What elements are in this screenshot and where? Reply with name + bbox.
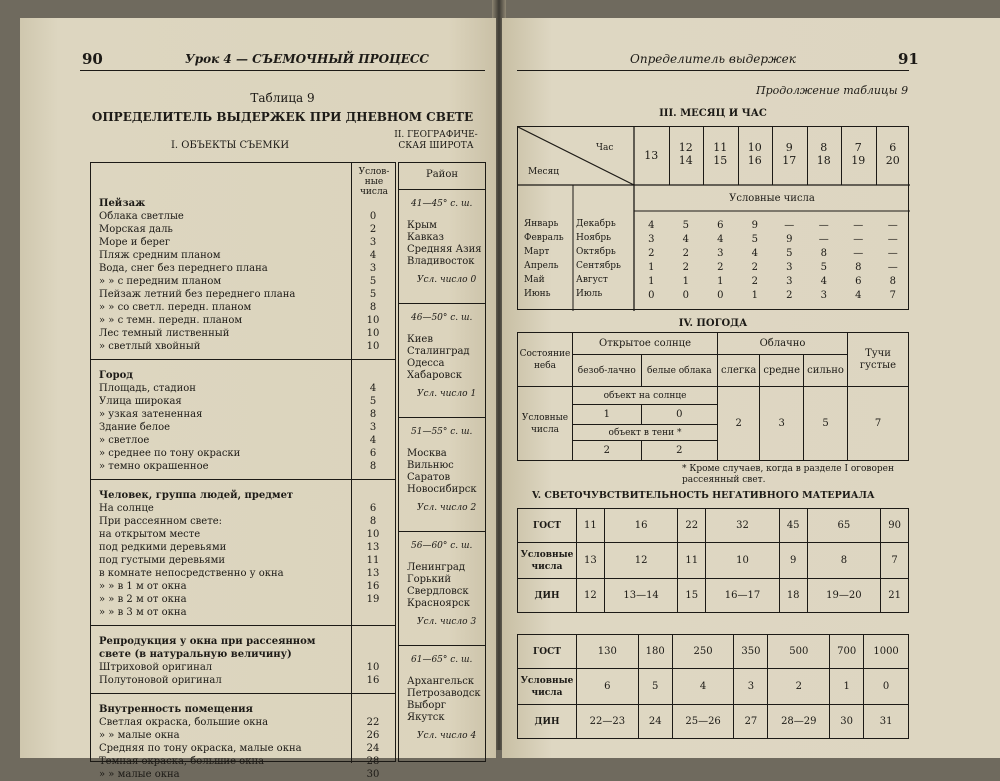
w-val-medium: 3 [760,387,804,461]
object-value: 13 [366,542,380,553]
object-value: 16 [366,675,380,686]
hour-value: 19 [851,154,866,167]
sens-row-label: ДИН [518,579,577,613]
sens-cell: 18 [779,579,807,613]
hour-cell [841,141,876,167]
object-value: 8 [369,516,377,527]
cond-label: Условные числа [729,193,815,204]
sens-row [518,635,909,669]
object-value: 8 [369,302,377,313]
month-value: — [887,220,898,231]
latitude-divider [399,417,485,418]
object-label: Облака светлые [99,211,184,222]
hour-cell [772,141,807,167]
hour-cell [634,149,669,162]
month-value: 9 [786,234,793,245]
month-label: Месяц [528,167,560,177]
month-value: — [853,248,864,259]
city: Сталинград [407,346,470,357]
month-value: 2 [682,248,689,259]
hour-value: 7 [854,141,862,154]
month-value: 9 [751,220,758,231]
month-value: 3 [786,262,793,273]
object-label: » » в 1 м от окна [99,581,187,592]
sens-cell: 30 [830,705,864,739]
object-label: в комнате непосредственно у окна [99,568,284,579]
city: Горький [407,574,452,585]
sens-cell: 21 [881,579,909,613]
month-value: 3 [717,248,724,259]
object-label: под редкими деревьями [99,542,227,553]
object-value: 13 [366,568,380,579]
object-value: 22 [366,717,380,728]
group-title: Человек, группа людей, предмет [99,490,294,501]
object-label: » светлое [99,435,150,446]
object-label: Вода, снег без переднего плана [99,263,268,274]
object-label: » » с передним планом [99,276,222,287]
month-value: 0 [717,290,724,301]
month-b: Сентябрь [576,261,621,271]
latitude-range: 41—45° с. ш. [411,199,473,209]
group-divider [91,693,395,694]
object-label: » » в 3 м от окна [99,607,187,618]
month-value: — [887,234,898,245]
city: Одесса [407,358,445,369]
sens-row-label: ГОСТ [518,509,577,543]
city: Ленинград [407,562,466,573]
month-value: 2 [751,276,758,287]
sens-cell: 180 [638,635,672,669]
latitude-number: Усл. число 0 [417,275,477,285]
month-value: 8 [889,276,896,287]
object-label: » » малые окна [99,769,180,780]
object-label: При рассеянном свете: [99,516,223,527]
city: Кавказ [407,232,444,243]
group-divider [91,625,395,626]
table-label: Таблица 9 [250,91,315,105]
right-page [502,18,1000,758]
object-label: Лес темный лиственный [99,328,230,339]
sens-cell: 2 [768,669,830,705]
month-value: 3 [820,290,827,301]
month-value: 1 [648,276,655,287]
hour-label: Час [596,143,614,153]
w-val-shade-1: 2 [573,441,642,461]
object-value: 10 [366,662,380,673]
sens-cell: 45 [779,509,807,543]
month-value: 1 [751,290,758,301]
cond-header: Услов-ные числа [358,167,390,197]
city: Свердловск [407,586,469,597]
month-b: Декабрь [576,219,616,229]
w-slight: слегка [718,355,760,387]
object-label: Площадь, стадион [99,383,196,394]
object-label: Морская даль [99,224,173,235]
sens-cell: 22 [678,509,706,543]
city: Саратов [407,472,451,483]
city: Красноярск [407,598,470,609]
object-value: 26 [366,730,380,741]
object-value: 30 [366,769,380,780]
object-label: » узкая затененная [99,409,203,420]
month-value: 5 [682,220,689,231]
month-value: 6 [717,220,724,231]
object-label: Улица широкая [99,396,182,407]
object-value: 5 [369,289,377,300]
object-value: 11 [366,555,380,566]
object-label: На солнце [99,503,154,514]
object-value: 6 [369,448,377,459]
object-label: Пейзаж летний без переднего плана [99,289,296,300]
group-divider [91,359,395,360]
hour-value: 20 [885,154,900,167]
hour-cell [703,141,738,167]
object-value: 3 [369,263,377,274]
month-b: Август [576,275,608,285]
sens-cell: 1000 [864,635,909,669]
month-value: 1 [682,276,689,287]
sens-row [518,579,909,613]
hour-value: 12 [678,141,693,154]
group-title: Внутренность помещения [99,704,253,715]
object-value: 24 [366,743,380,754]
left-header: Урок 4 — СЪЕМОЧНЫЙ ПРОЦЕСС [185,52,429,66]
hour-value: 11 [713,141,728,154]
w-obj-shade: объект в тени * [573,425,718,441]
sens-cell: 16—17 [706,579,780,613]
city: Якутск [407,712,445,723]
group-divider [91,479,395,480]
sens-cell: 65 [807,509,881,543]
sens-cell: 12 [604,543,678,579]
object-label: » » в 2 м от окна [99,594,187,605]
hour-value: 6 [889,141,897,154]
sens-cell: 350 [734,635,768,669]
hour-value: 16 [747,154,762,167]
w-strong: сильно [804,355,848,387]
object-label: Полутоновой оригинал [99,675,222,686]
sens-row [518,705,909,739]
object-label: под густыми деревьями [99,555,226,566]
city: Средняя Азия [407,244,482,255]
month-value: 7 [889,290,896,301]
sens-cell: 500 [768,635,830,669]
sens-cell: 19—20 [807,579,881,613]
city: Хабаровск [407,370,462,381]
w-val-strong: 5 [804,387,848,461]
w-val-thick: 7 [848,387,909,461]
weather-footnote: * Кроме случаев, когда в разделе I оговорен рассеянный свет. [682,464,894,485]
sens-cell: 7 [881,543,909,579]
month-value: 2 [648,248,655,259]
month-value: 4 [751,248,758,259]
page-number-right: 91 [898,50,919,68]
month-value: 4 [648,220,655,231]
city: Москва [407,448,447,459]
month-value: 0 [648,290,655,301]
object-label: Море и берег [99,237,171,248]
sens-cell: 31 [864,705,909,739]
sens-cell: 16 [604,509,678,543]
month-value: 8 [855,262,862,273]
sens-cell: 6 [577,669,639,705]
month-value: 4 [820,276,827,287]
month-value: 2 [717,262,724,273]
w-thick: Тучи густые [848,333,909,387]
sens-cell: 3 [734,669,768,705]
month-b: Октябрь [576,247,616,257]
object-value: 5 [369,396,377,407]
sens-cell: 28—29 [768,705,830,739]
object-label: » светлый хвойный [99,341,201,352]
sens-cell: 27 [734,705,768,739]
object-value: 2 [369,224,377,235]
section4-title: IV. ПОГОДА [678,318,748,329]
sens-cell: 24 [638,705,672,739]
object-value: 10 [366,529,380,540]
city: Архангельск [407,676,475,687]
city: Новосибирск [407,484,477,495]
table-title: ОПРЕДЕЛИТЕЛЬ ВЫДЕРЖЕК ПРИ ДНЕВНОМ СВЕТЕ [91,110,474,124]
hour-value: 18 [816,154,831,167]
object-label: Штриховой оригинал [99,662,213,673]
latitude-number: Усл. число 1 [417,389,477,399]
section5-title: V. СВЕТОЧУВСТВИТЕЛЬНОСТЬ НЕГАТИВНОГО МАТЕРИАЛА [532,490,875,501]
month-a: Июнь [524,289,551,299]
object-value: 10 [366,328,380,339]
month-value: 0 [682,290,689,301]
object-value: 19 [366,594,380,605]
sens-cell: 4 [672,669,734,705]
city: Владивосток [407,256,475,267]
region-header: Район [425,169,459,180]
w-medium: средне [760,355,804,387]
sens-cell: 90 [881,509,909,543]
object-value: 4 [369,250,377,261]
sensitivity-table-1 [517,508,909,613]
section3-title: III. МЕСЯЦ И ЧАС [659,108,767,119]
w-obj-sun: объект на солнце [573,387,718,405]
object-label: » темно окрашенное [99,461,209,472]
object-value: 8 [369,461,377,472]
object-label: » » со светл. передн. планом [99,302,252,313]
sens-cell: 700 [830,635,864,669]
city: Крым [407,220,437,231]
group-title: Репродукция у окна при рассеянном свете (в натуральную величину) [99,636,316,660]
sens-cell: 130 [577,635,639,669]
section2-title: II. ГЕОГРАФИЧЕ-СКАЯ ШИРОТА [394,130,478,151]
latitude-divider [399,645,485,646]
w-state: Состояние неба [518,333,573,387]
month-value: 5 [820,262,827,273]
month-a: Февраль [524,233,564,243]
month-value: 3 [648,234,655,245]
month-value: — [887,262,898,273]
sens-cell: 12 [577,579,605,613]
sens-row-label: Условные числа [518,669,577,705]
latitude-table [398,162,486,762]
right-header: Определитель выдержек [630,52,796,66]
latitude-range: 46—50° с. ш. [411,313,473,323]
object-value: 3 [369,422,377,433]
month-value: — [853,234,864,245]
city: Киев [407,334,433,345]
city: Вильнюс [407,460,454,471]
hour-value: 10 [747,141,762,154]
sens-cell: 9 [779,543,807,579]
weather-table [517,332,909,461]
sens-cell: 13—14 [604,579,678,613]
object-label: Темная окраска, большие окна [99,756,265,767]
object-label: » » малые окна [99,730,180,741]
latitude-range: 51—55° с. ш. [411,427,473,437]
w-open-sun: Открытое солнце [573,333,718,355]
sens-cell: 250 [672,635,734,669]
hour-cell [738,141,773,167]
sens-row-label: ДИН [518,705,577,739]
hour-value: 9 [785,141,793,154]
month-value: 4 [682,234,689,245]
month-value: — [818,234,829,245]
w-val-sun-1: 1 [573,405,642,425]
object-value: 10 [366,315,380,326]
object-value: 5 [369,276,377,287]
month-a: Апрель [524,261,559,271]
month-value: — [818,220,829,231]
hour-value: 17 [782,154,797,167]
sens-row [518,669,909,705]
latitude-divider [399,189,485,190]
sens-cell: 15 [678,579,706,613]
month-b: Ноябрь [576,233,612,243]
month-value: 1 [717,276,724,287]
object-value: 0 [369,211,377,222]
month-value: — [853,220,864,231]
object-value: 3 [369,237,377,248]
sensitivity-table-2 [517,634,909,739]
sens-cell: 22—23 [577,705,639,739]
hour-cell [669,141,704,167]
month-value: 4 [717,234,724,245]
page-number-left: 90 [82,50,103,68]
header-rule-left [80,70,485,71]
month-value: 2 [682,262,689,273]
sens-cell: 0 [864,669,909,705]
month-value: 4 [855,290,862,301]
latitude-number: Усл. число 2 [417,503,477,513]
group-title: Город [99,370,133,381]
hour-value: 14 [678,154,693,167]
month-value: 1 [648,262,655,273]
group-title: Пейзаж [99,198,146,209]
month-a: Март [524,247,550,257]
object-label: » среднее по тону окраски [99,448,241,459]
sens-cell: 1 [830,669,864,705]
continuation-label: Продолжение таблицы 9 [756,84,909,97]
latitude-number: Усл. число 3 [417,617,477,627]
w-white-clouds: белые облака [641,355,717,387]
sens-row [518,543,909,579]
latitude-number: Усл. число 4 [417,731,477,741]
city: Петрозаводск [407,688,481,699]
w-cloudless: безоб-лачно [573,355,642,387]
sens-cell: 5 [638,669,672,705]
sens-cell: 32 [706,509,780,543]
hour-cell [807,141,842,167]
month-value: 6 [855,276,862,287]
object-value: 6 [369,503,377,514]
object-label: » » с темн. передн. планом [99,315,243,326]
object-value: 8 [369,409,377,420]
hour-value: 8 [820,141,828,154]
latitude-range: 61—65° с. ш. [411,655,473,665]
object-label: Средняя по тону окраска, малые окна [99,743,302,754]
object-value: 28 [366,756,380,767]
object-label: Здание белое [99,422,171,433]
sens-cell: 13 [577,543,605,579]
w-val-slight: 2 [718,387,760,461]
sens-cell: 10 [706,543,780,579]
object-label: Пляж средним планом [99,250,221,261]
sens-row-label: ГОСТ [518,635,577,669]
latitude-range: 56—60° с. ш. [411,541,473,551]
month-b: Июль [576,289,603,299]
month-value: 3 [786,276,793,287]
sens-cell: 25—26 [672,705,734,739]
month-value: 5 [751,234,758,245]
w-val-shade-2: 2 [641,441,717,461]
month-value: 2 [751,262,758,273]
object-value: 4 [369,435,377,446]
hour-value: 13 [644,149,659,162]
hour-value: 15 [713,154,728,167]
sens-cell: 8 [807,543,881,579]
month-a: Январь [524,219,559,229]
w-cloudy: Облачно [718,333,848,355]
sens-cell: 11 [678,543,706,579]
w-cond: Условные числа [518,387,573,461]
objects-table [90,162,396,780]
month-value: — [887,248,898,259]
left-page [20,18,496,780]
object-value: 4 [369,383,377,394]
object-value: 10 [366,341,380,352]
sens-row [518,509,909,543]
latitude-divider [399,303,485,304]
sens-cell: 11 [577,509,605,543]
month-value: — [784,220,795,231]
section1-title: I. ОБЪЕКТЫ СЪЕМКИ [170,140,290,151]
w-val-sun-2: 0 [641,405,717,425]
city: Выборг [407,700,446,711]
month-value: 2 [786,290,793,301]
month-a: Май [524,275,545,285]
header-rule-right [517,70,909,71]
sens-row-label: Условные числа [518,543,577,579]
object-value: 16 [366,581,380,592]
object-label: Светлая окраска, большие окна [99,717,269,728]
month-value: 8 [820,248,827,259]
object-label: на открытом месте [99,529,201,540]
month-value: 5 [786,248,793,259]
month-hour-table [517,126,909,310]
latitude-divider [399,531,485,532]
hour-cell [876,141,911,167]
